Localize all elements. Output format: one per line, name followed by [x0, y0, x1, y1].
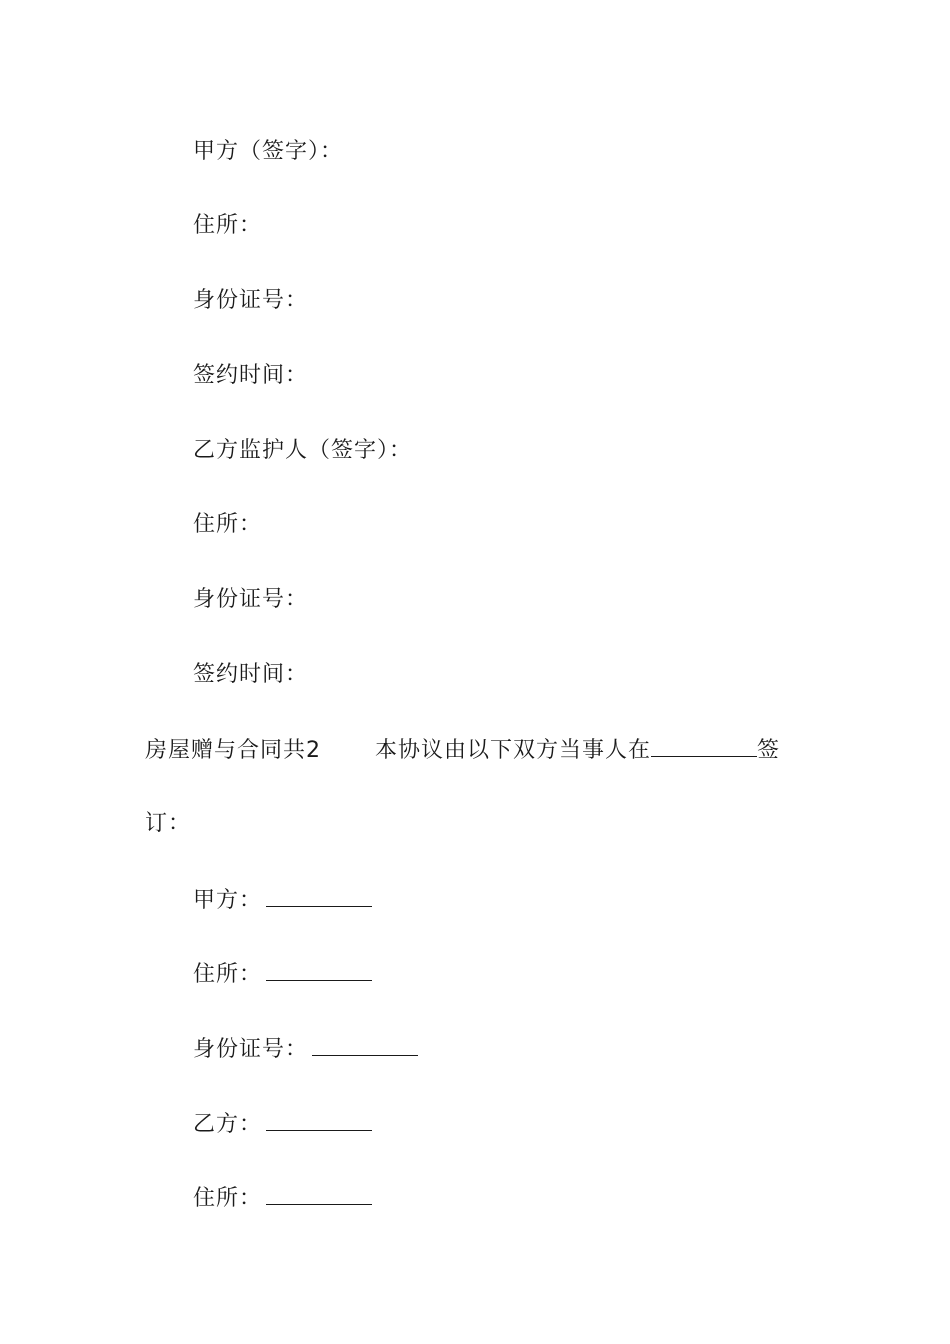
form-party-a-row — [193, 884, 372, 916]
form-party-a-address-blank[interactable] — [266, 958, 372, 981]
form-party-a-label: 甲方： — [193, 888, 263, 913]
party-b-id-label: 身份证号： — [193, 587, 309, 612]
party-b-date-label: 签约时间： — [193, 662, 309, 687]
party-b-guardian-signature-label: 乙方监护人（签字）： — [193, 438, 413, 463]
agreement-intro-end: 签 — [757, 738, 781, 763]
form-party-a-id-row — [193, 1033, 418, 1065]
form-party-b-address-blank[interactable] — [266, 1182, 372, 1205]
agreement-intro-line — [145, 734, 780, 766]
form-party-a-address-row — [193, 958, 372, 990]
agreement-intro-wrap: 订： — [145, 811, 192, 836]
party-a-id-label: 身份证号： — [193, 288, 309, 313]
form-party-b-address-row — [193, 1182, 372, 1214]
party-b-address-label: 住所： — [193, 512, 263, 537]
form-party-a-id-label: 身份证号： — [193, 1037, 309, 1062]
party-a-date-label: 签约时间： — [193, 363, 309, 388]
section-title: 房屋赠与合同共2 — [145, 738, 321, 763]
signing-place-blank[interactable] — [651, 734, 757, 757]
agreement-intro-text: 本协议由以下双方当事人在 — [375, 738, 652, 763]
party-a-address-label: 住所： — [193, 213, 263, 238]
form-party-a-blank[interactable] — [266, 884, 372, 907]
form-party-b-label: 乙方： — [193, 1112, 263, 1137]
form-party-b-blank[interactable] — [266, 1108, 372, 1131]
form-party-a-id-blank[interactable] — [312, 1033, 418, 1056]
form-party-b-row — [193, 1108, 372, 1140]
form-party-b-address-label: 住所： — [193, 1186, 263, 1211]
form-party-a-address-label: 住所： — [193, 962, 263, 987]
party-a-signature-label: 甲方（签字）： — [193, 139, 344, 164]
